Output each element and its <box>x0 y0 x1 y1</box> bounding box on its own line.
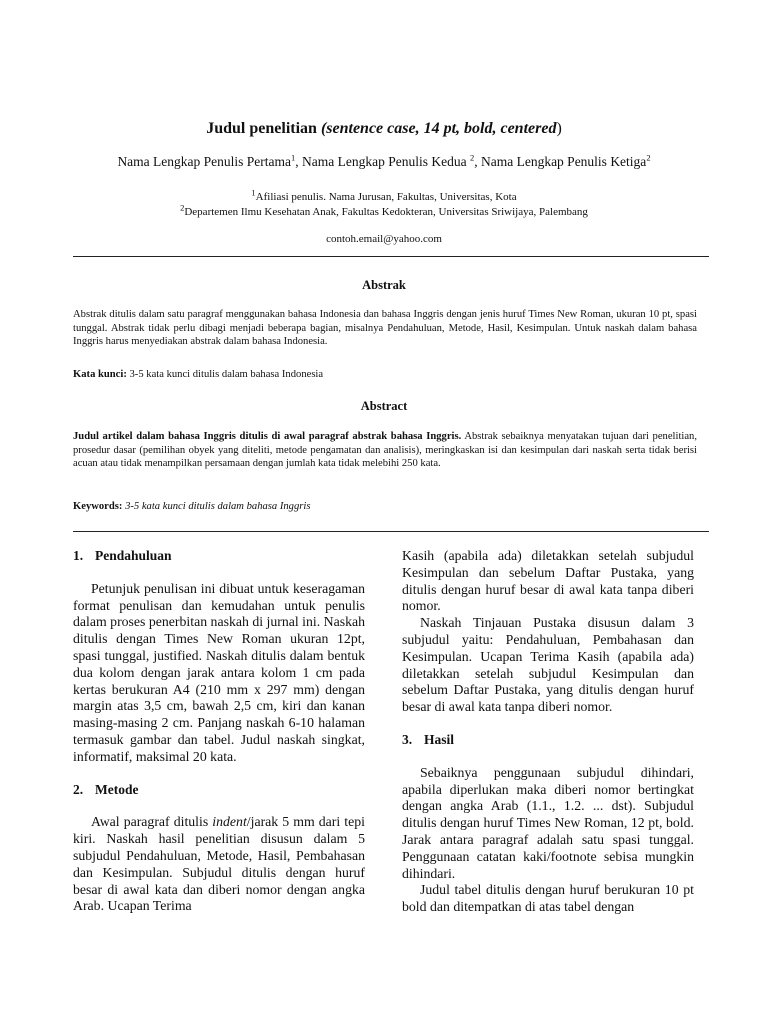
paper-title <box>60 120 708 138</box>
affiliation-1 <box>40 187 728 203</box>
affiliation-2-sup: 2 <box>180 202 185 213</box>
section-2-number: 2. <box>73 781 84 797</box>
right-paragraph-1: Kasih (apabila ada) diletakkan setelah subjudul Kesimpulan dan sebelum Daftar Pustaka, yang ditulis dengan huruf besar di awal kata tanpa diberi nomor. <box>402 548 694 614</box>
affiliation-2 <box>40 202 728 218</box>
section-3-number: 3. <box>402 731 413 747</box>
affiliation-1-text: Afiliasi penulis. Nama Jurusan, Fakultas, Universitas, Kota <box>255 191 517 203</box>
author-3: Nama Lengkap Penulis Ketiga <box>480 154 647 169</box>
top-divider <box>73 256 709 257</box>
section-heading-metode <box>73 782 365 799</box>
author-sep-1: , <box>295 154 303 169</box>
affiliation-1-sup: 1 <box>251 187 256 198</box>
author-sep-2: , <box>474 154 481 169</box>
title-close: ) <box>556 120 562 137</box>
author-list <box>40 154 728 170</box>
affiliation-2-text: Departemen Ilmu Kesehatan Anak, Fakultas Kedokteran, Universitas Sriwijaya, Palembang <box>184 206 588 218</box>
author-2: Nama Lengkap Penulis Kedua <box>302 154 470 169</box>
metode-paragraph <box>73 814 365 915</box>
abstract-text <box>73 430 697 471</box>
author-3-sup: 2 <box>646 152 651 163</box>
abstract-keywords-text: 3-5 kata kunci ditulis dalam bahasa Inggris <box>122 501 311 512</box>
right-paragraph-2: Naskah Tinjauan Pustaka disusun dalam 3 subjudul yaitu: Pendahuluan, Pembahasan dan Kesimpulan. Ucapan Terima Kasih (apabila ada) diletakkan setelah subjudul Kesimpulan dan sebelum Daftar Pustaka, yang ditulis dengan huruf besar di awal kata tanpa diberi nomor. <box>402 615 694 715</box>
metode-italic: indent <box>212 814 247 830</box>
abstract-keywords-label: Keywords: <box>73 501 123 512</box>
abstract-body: Abstrak sebaiknya menyatakan tujuan dari penelitian, prosedur dasar (pemilihan obyek yang diteliti, metode pengamatan dan analisis), meringkaskan isi dan kesimpulan dari naskah serta tidak berisi acuan atau tidak menampilkan persamaan dengan jumlah kata tidak melebihi 250 kata. <box>73 431 697 469</box>
abstrak-keywords <box>73 368 697 382</box>
abstract-bold-lead: Judul artikel dalam bahasa Inggris ditulis di awal paragraf abstrak bahasa Inggris. <box>73 431 462 442</box>
section-heading-hasil <box>402 732 694 749</box>
title-main: Judul penelitian <box>206 120 317 137</box>
section-1-title: Pendahuluan <box>95 548 172 563</box>
section-2-title: Metode <box>95 781 139 797</box>
section-heading-pendahuluan <box>73 548 365 565</box>
abstract-heading: Abstract <box>360 399 408 413</box>
section-3-title: Hasil <box>424 731 455 747</box>
left-column <box>73 548 365 915</box>
hasil-paragraph-1: Sebaiknya penggunaan subjudul dihindari, apabila diperlukan maka diberi nomor bertingkat dengan angka Arab (1.1., 1.2. ... dst). Subjudul ditulis dengan huruf Times New Roman, 12 pt, bold. Jarak antara paragraf adalah satu spasi tunggal. Penggunaan catatan kaki/footnote sebisa mungkin dihindari. <box>402 764 694 881</box>
right-column <box>402 548 694 916</box>
abstrak-text: Abstrak ditulis dalam satu paragraf menggunakan bahasa Indonesia dan bahasa Inggris dengan jenis huruf Times New Roman, ukuran 10 pt, spasi tunggal. Abstrak tidak perlu dibagi menjadi beberapa bagian, misalnya Pendahuluan, Metode, Hasil, Kesimpulan. Untuk naskah dalam bahasa Inggris harus menyediakan abstrak dalam bahasa Indonesia. <box>73 309 697 347</box>
abstrak-keywords-text: 3-5 kata kunci ditulis dalam bahasa Indonesia <box>126 369 324 380</box>
author-email: contoh.email@yahoo.com <box>326 233 442 245</box>
metode-rest: /jarak 5 mm dari tepi kiri. Naskah hasil penelitian disusun dalam 5 subjudul Pendahuluan, Metode, Hasil, Pembahasan dan Kesimpulan. Subjudul ditulis dengan huruf besar di awal kata dan diberi nomor dengan angka Arab. Ucapan Terima <box>73 814 365 914</box>
bottom-divider <box>73 531 709 532</box>
hasil-paragraph-2: Judul tabel ditulis dengan huruf berukuran 10 pt bold dan ditempatkan di atas tabel dengan <box>402 882 694 915</box>
section-1-number: 1. <box>73 548 84 563</box>
abstrak-heading: Abstrak <box>362 278 406 292</box>
pendahuluan-paragraph: Petunjuk penulisan ini dibuat untuk keseragaman format penulisan dan kemudahan untuk penulis dalam proses penerbitan naskah di jurnal ini. Naskah ditulis dengan Times New Roman ukuran 12pt, spasi tunggal, justified. Naskah ditulis dalam bentuk dua kolom dengan jarak antara kolom 1 cm pada kertas berukuran A4 (210 mm x 297 mm) dengan margin atas 3,5 cm, bawah 2,5 cm, kiri dan kanan masing-masing 2 cm. Panjang naskah 6-10 halaman termasuk gambar dan tabel. Judul naskah singkat, informatif, maksimal 20 kata. <box>73 580 365 764</box>
author-1-sup: 1 <box>291 152 296 163</box>
author-2-sup: 2 <box>469 152 475 163</box>
metode-pre: Awal paragraf ditulis <box>91 814 213 830</box>
abstract-keywords <box>73 500 697 514</box>
title-subtitle: (sentence case, 14 pt, bold, centered <box>320 120 557 137</box>
author-1: Nama Lengkap Penulis Pertama <box>117 154 292 169</box>
abstrak-keywords-label: Kata kunci: <box>73 369 127 380</box>
